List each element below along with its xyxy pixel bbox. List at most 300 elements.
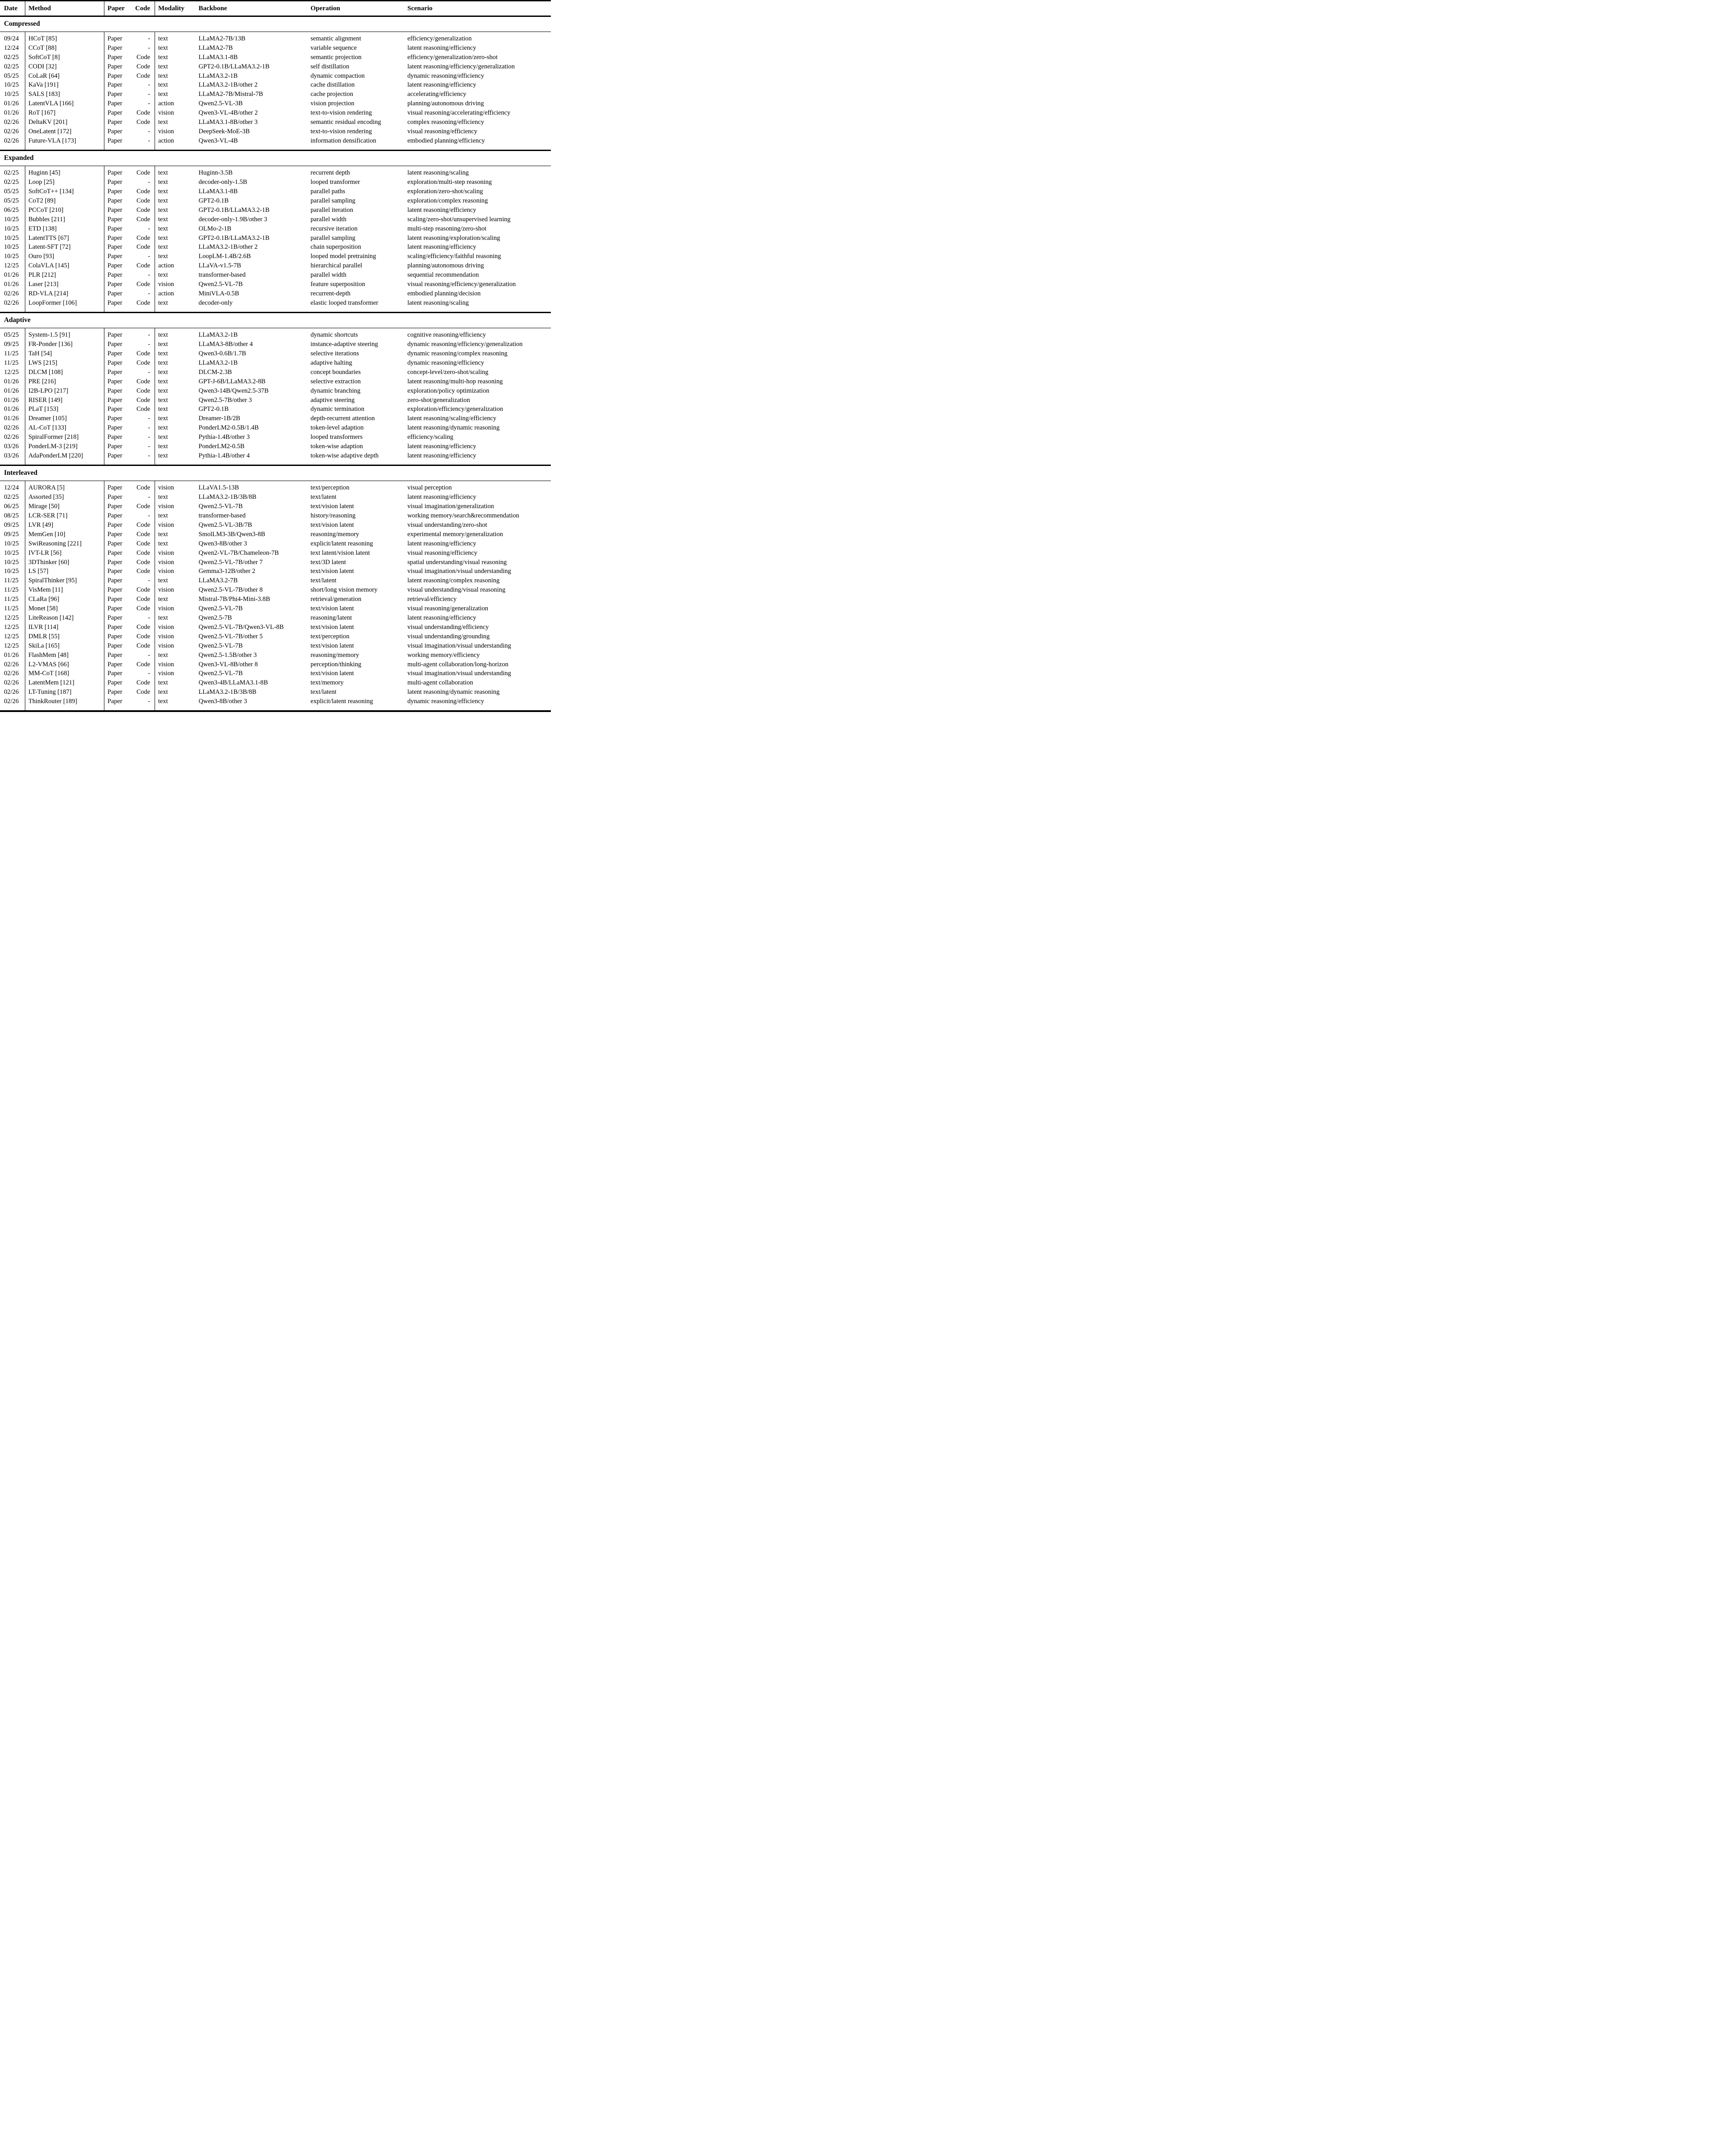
modality-cell: vision xyxy=(155,586,195,595)
paper-link[interactable]: Paper xyxy=(104,595,131,604)
paper-link[interactable]: Paper xyxy=(104,660,131,669)
code-link[interactable]: Code xyxy=(136,521,150,529)
paper-link[interactable]: Paper xyxy=(104,215,131,224)
operation-cell: cache projection xyxy=(311,91,354,98)
table-body xyxy=(0,16,551,711)
method-cell: SoftCoT++ [134] xyxy=(25,187,104,196)
backbone-cell: GPT2-0.1B/LLaMA3.2-1B xyxy=(199,206,270,214)
paper-link[interactable]: Paper xyxy=(104,697,131,710)
paper-link[interactable]: Paper xyxy=(104,493,131,502)
paper-link[interactable]: Paper xyxy=(104,108,131,118)
method-cell: LoopFormer [106] xyxy=(25,298,104,312)
operation-cell: reasoning/latent xyxy=(311,614,352,622)
method-cell: Monet [58] xyxy=(25,604,104,613)
code-link: - xyxy=(148,100,150,107)
method-cell: MM-CoT [168] xyxy=(25,669,104,679)
operation-cell: dynamic shortcuts xyxy=(311,331,358,339)
paper-link[interactable]: Paper xyxy=(104,481,131,493)
code-link[interactable]: Code xyxy=(136,63,150,70)
code-link[interactable]: Code xyxy=(136,605,150,613)
operation-cell: token-level adaption xyxy=(311,424,364,432)
paper-link[interactable]: Paper xyxy=(104,396,131,405)
paper-link[interactable]: Paper xyxy=(104,405,131,414)
paper-link[interactable]: Paper xyxy=(104,641,131,651)
paper-link[interactable]: Paper xyxy=(104,424,131,433)
code-link[interactable]: Code xyxy=(136,530,150,538)
operation-cell: text/memory xyxy=(311,679,344,687)
table-row xyxy=(0,328,551,340)
operation-cell: information densification xyxy=(311,137,376,144)
operation-cell: reasoning/memory xyxy=(311,651,359,659)
code-link[interactable]: Code xyxy=(136,169,150,177)
modality-cell: vision xyxy=(155,108,195,118)
code-link[interactable]: Code xyxy=(136,406,150,413)
table-row xyxy=(0,530,551,539)
scenario-cell: visual reasoning/efficiency/generalization xyxy=(407,281,516,288)
code-link: - xyxy=(148,331,150,339)
date-cell: 10/25 xyxy=(4,558,19,566)
code-link[interactable]: Code xyxy=(136,503,150,510)
section-rows xyxy=(0,481,551,710)
paper-link[interactable]: Paper xyxy=(104,451,131,465)
date-cell: 12/24 xyxy=(4,484,19,492)
date-cell: 11/25 xyxy=(4,359,19,366)
code-link[interactable]: Code xyxy=(136,215,150,223)
operation-cell: parallel sampling xyxy=(311,197,355,204)
code-link[interactable]: Code xyxy=(136,119,150,126)
code-link[interactable]: Code xyxy=(136,188,150,195)
operation-cell: text-to-vision rendering xyxy=(311,109,372,117)
paper-link[interactable]: Paper xyxy=(104,521,131,530)
scenario-cell: planning/autonomous driving xyxy=(407,262,484,270)
table-row xyxy=(0,270,551,280)
date-cell: 05/25 xyxy=(4,188,19,195)
scenario-cell: scaling/zero-shot/unsupervised learning xyxy=(407,215,511,223)
date-cell: 12/25 xyxy=(4,614,19,622)
code-link[interactable]: Code xyxy=(136,53,150,61)
modality-cell: text xyxy=(155,270,195,280)
scenario-cell: planning/autonomous driving xyxy=(407,100,484,107)
backbone-cell: PonderLM2-0.5B/1.4B xyxy=(199,424,259,432)
code-link[interactable]: Code xyxy=(136,642,150,649)
backbone-cell: Qwen3-8B/other 3 xyxy=(199,540,247,547)
paper-link[interactable]: Paper xyxy=(104,502,131,511)
operation-cell: chain superposition xyxy=(311,243,361,251)
table-row xyxy=(0,32,551,44)
scenario-cell: latent reasoning/dynamic reasoning xyxy=(407,424,500,432)
operation-cell: semantic residual encoding xyxy=(311,119,381,126)
table-row xyxy=(0,215,551,224)
modality-cell: text xyxy=(155,32,195,44)
code-link[interactable]: Code xyxy=(136,396,150,404)
backbone-cell: Qwen3-14B/Qwen2.5-37B xyxy=(199,387,269,394)
date-cell: 01/26 xyxy=(4,396,19,404)
date-cell: 08/25 xyxy=(4,512,19,520)
table-row xyxy=(0,502,551,511)
method-cell: ColaVLA [145] xyxy=(25,262,104,271)
paper-link[interactable]: Paper xyxy=(104,178,131,187)
operation-cell: explicit/latent reasoning xyxy=(311,540,373,547)
operation-cell: depth-recurrent attention xyxy=(311,415,375,422)
method-cell: LiteReason [142] xyxy=(25,613,104,623)
modality-cell: text xyxy=(155,651,195,660)
backbone-cell: LLaMA3.1-8B xyxy=(199,53,238,61)
date-cell: 12/25 xyxy=(4,632,19,640)
paper-link[interactable]: Paper xyxy=(104,414,131,424)
paper-link[interactable]: Paper xyxy=(104,270,131,280)
code-link: - xyxy=(148,137,150,144)
paper-link[interactable]: Paper xyxy=(104,669,131,679)
backbone-cell: decoder-only-1.9B/other 3 xyxy=(199,215,267,223)
paper-link[interactable]: Paper xyxy=(104,386,131,396)
method-cell: LVR [49] xyxy=(25,521,104,530)
method-cell: TaH [54] xyxy=(25,349,104,358)
table-row xyxy=(0,377,551,386)
paper-link[interactable]: Paper xyxy=(104,586,131,595)
scenario-cell: visual imagination/visual understanding xyxy=(407,642,511,649)
paper-link[interactable]: Paper xyxy=(104,136,131,150)
code-link[interactable]: Code xyxy=(136,540,150,547)
table-row xyxy=(0,539,551,549)
modality-cell: vision xyxy=(155,280,195,289)
date-cell: 12/25 xyxy=(4,262,19,270)
scenario-cell: visual imagination/visual understanding xyxy=(407,568,511,575)
date-cell: 11/25 xyxy=(4,586,19,594)
operation-cell: semantic projection xyxy=(311,53,362,61)
operation-cell: selective iterations xyxy=(311,350,359,358)
table-row xyxy=(0,396,551,405)
paper-link[interactable]: Paper xyxy=(104,166,131,178)
code-link[interactable]: Code xyxy=(136,299,150,306)
date-cell: 02/26 xyxy=(4,128,19,135)
code-link: - xyxy=(148,44,150,52)
paper-link[interactable]: Paper xyxy=(104,604,131,613)
paper-link[interactable]: Paper xyxy=(104,358,131,368)
paper-link[interactable]: Paper xyxy=(104,81,131,90)
backbone-cell: LLaMA3.2-1B xyxy=(199,72,238,80)
backbone-cell: PonderLM2-0.5B xyxy=(199,443,245,450)
modality-cell: action xyxy=(155,99,195,109)
method-cell: System-1.5 [91] xyxy=(25,328,104,340)
paper-link[interactable]: Paper xyxy=(104,262,131,271)
paper-link[interactable]: Paper xyxy=(104,187,131,196)
section-header: Compressed xyxy=(4,20,40,28)
code-link[interactable]: Code xyxy=(136,558,150,566)
operation-cell: recurrent-depth xyxy=(311,290,351,298)
table-row xyxy=(0,442,551,451)
scenario-cell: exploration/efficiency/generalization xyxy=(407,406,503,413)
date-cell: 02/26 xyxy=(4,679,19,687)
operation-cell: retrieval/generation xyxy=(311,596,362,603)
table-row xyxy=(0,289,551,298)
code-link[interactable]: Code xyxy=(136,197,150,204)
date-cell: 02/25 xyxy=(4,53,19,61)
modality-cell: text xyxy=(155,118,195,127)
operation-cell: adaptive halting xyxy=(311,359,352,366)
table-row xyxy=(0,224,551,234)
paper-link[interactable]: Paper xyxy=(104,234,131,243)
scenario-cell: visual understanding/zero-shot xyxy=(407,521,487,529)
modality-cell: text xyxy=(155,539,195,549)
paper-link[interactable]: Paper xyxy=(104,613,131,623)
paper-link[interactable]: Paper xyxy=(104,252,131,262)
code-link: - xyxy=(148,128,150,135)
paper-link[interactable]: Paper xyxy=(104,196,131,206)
backbone-cell: DeepSeek-MoE-3B xyxy=(199,128,250,135)
code-link[interactable]: Code xyxy=(136,688,150,696)
backbone-cell: MiniVLA-0.5B xyxy=(199,290,239,298)
backbone-cell: LLaVA-v1.5-7B xyxy=(199,262,241,270)
backbone-cell: GPT2-0.1B xyxy=(199,406,229,413)
modality-cell: text xyxy=(155,234,195,243)
paper-link[interactable]: Paper xyxy=(104,44,131,53)
method-cell: AL-CoT [133] xyxy=(25,424,104,433)
operation-cell: text/vision latent xyxy=(311,605,354,613)
table-row xyxy=(0,669,551,679)
paper-link[interactable]: Paper xyxy=(104,433,131,442)
paper-link[interactable]: Paper xyxy=(104,530,131,539)
section-header: Interleaved xyxy=(4,469,38,477)
paper-link[interactable]: Paper xyxy=(104,280,131,289)
paper-link[interactable]: Paper xyxy=(104,377,131,386)
backbone-cell: Qwen2.5-VL-7B xyxy=(199,503,243,510)
col-header-operation: Operation xyxy=(311,4,340,12)
method-cell: PonderLM-3 [219] xyxy=(25,442,104,451)
date-cell: 01/26 xyxy=(4,406,19,413)
code-link[interactable]: Code xyxy=(136,350,150,358)
code-link[interactable]: Code xyxy=(136,378,150,385)
paper-link[interactable]: Paper xyxy=(104,549,131,558)
paper-link[interactable]: Paper xyxy=(104,651,131,660)
paper-link[interactable]: Paper xyxy=(104,679,131,688)
backbone-cell: SmolLM3-3B/Qwen3-8B xyxy=(199,530,265,538)
date-cell: 02/26 xyxy=(4,670,19,677)
date-cell: 05/25 xyxy=(4,197,19,204)
scenario-cell: working memory/efficiency xyxy=(407,651,480,659)
code-link[interactable]: Code xyxy=(136,206,150,214)
paper-link[interactable]: Paper xyxy=(104,688,131,697)
col-header-method: Method xyxy=(25,1,104,16)
section-header: Adaptive xyxy=(4,316,31,324)
paper-link[interactable]: Paper xyxy=(104,90,131,99)
code-link[interactable]: Code xyxy=(136,568,150,575)
paper-link[interactable]: Paper xyxy=(104,632,131,641)
code-link[interactable]: Code xyxy=(136,660,150,668)
date-cell: 11/25 xyxy=(4,605,19,613)
modality-cell: text xyxy=(155,405,195,414)
backbone-cell: Qwen2.5-VL-7B xyxy=(199,605,243,613)
code-link[interactable]: Code xyxy=(136,596,150,603)
date-cell: 10/25 xyxy=(4,81,19,89)
method-cell: AdaPonderLM [220] xyxy=(25,451,104,465)
col-header-paper: Paper xyxy=(104,1,131,16)
operation-cell: instance-adaptive steering xyxy=(311,341,378,348)
paper-link[interactable]: Paper xyxy=(104,99,131,109)
scenario-cell: efficiency/generalization/zero-shot xyxy=(407,53,498,61)
operation-cell: cache distillation xyxy=(311,81,355,89)
code-link[interactable]: Code xyxy=(136,679,150,687)
table-row xyxy=(0,358,551,368)
backbone-cell: LLaMA3.2-1B xyxy=(199,331,238,339)
backbone-cell: Qwen2.5-VL-7B xyxy=(199,281,243,288)
operation-cell: parallel iteration xyxy=(311,206,354,214)
table-row xyxy=(0,72,551,81)
operation-cell: feature superposition xyxy=(311,281,365,288)
operation-cell: semantic alignment xyxy=(311,35,361,42)
code-link[interactable]: Code xyxy=(136,109,150,117)
modality-cell: text xyxy=(155,358,195,368)
date-cell: 06/25 xyxy=(4,206,19,214)
date-cell: 10/25 xyxy=(4,225,19,232)
code-link[interactable]: Code xyxy=(136,281,150,288)
scenario-cell: complex reasoning/efficiency xyxy=(407,119,484,126)
code-link[interactable]: Code xyxy=(136,387,150,394)
scenario-cell: visual imagination/generalization xyxy=(407,503,494,510)
operation-cell: vision projection xyxy=(311,100,355,107)
scenario-cell: latent reasoning/multi-hop reasoning xyxy=(407,378,503,385)
code-link[interactable]: Code xyxy=(136,549,150,557)
code-link: - xyxy=(148,271,150,279)
paper-link[interactable]: Paper xyxy=(104,127,131,136)
modality-cell: text xyxy=(155,187,195,196)
backbone-cell: Pythia-1.4B/other 4 xyxy=(199,452,250,460)
method-cell: SALS [183] xyxy=(25,90,104,99)
method-cell: CoLaR [64] xyxy=(25,72,104,81)
paper-link[interactable]: Paper xyxy=(104,349,131,358)
operation-cell: explicit/latent reasoning xyxy=(311,698,373,705)
paper-link[interactable]: Paper xyxy=(104,567,131,577)
backbone-cell: LLaMA3.2-7B xyxy=(199,577,238,585)
code-link[interactable]: Code xyxy=(136,234,150,242)
scenario-cell: spatial understanding/visual reasoning xyxy=(407,558,507,566)
paper-link[interactable]: Paper xyxy=(104,62,131,72)
paper-link[interactable]: Paper xyxy=(104,289,131,298)
method-cell: LWS [215] xyxy=(25,358,104,368)
modality-cell: text xyxy=(155,44,195,53)
modality-cell: vision xyxy=(155,641,195,651)
scenario-cell: exploration/policy optimization xyxy=(407,387,490,394)
paper-link[interactable]: Paper xyxy=(104,623,131,632)
paper-link[interactable]: Paper xyxy=(104,224,131,234)
date-cell: 09/25 xyxy=(4,530,19,538)
code-link[interactable]: Code xyxy=(136,359,150,366)
paper-link[interactable]: Paper xyxy=(104,72,131,81)
modality-cell: vision xyxy=(155,567,195,577)
code-link: - xyxy=(148,179,150,186)
scenario-cell: visual understanding/visual reasoning xyxy=(407,586,506,594)
backbone-cell: Qwen2.5-VL-7B/other 7 xyxy=(199,558,263,566)
table-row xyxy=(0,62,551,72)
table-row xyxy=(0,586,551,595)
code-link: - xyxy=(148,81,150,89)
method-cell: LS [57] xyxy=(25,567,104,577)
operation-cell: concept boundaries xyxy=(311,368,361,376)
table-header-row xyxy=(0,1,551,16)
table-row xyxy=(0,424,551,433)
modality-cell: text xyxy=(155,530,195,539)
code-link[interactable]: Code xyxy=(136,586,150,594)
paper-link[interactable]: Paper xyxy=(104,298,131,312)
paper-link[interactable]: Paper xyxy=(104,539,131,549)
section-rows xyxy=(0,166,551,312)
date-cell: 01/26 xyxy=(4,281,19,288)
backbone-cell: Qwen2.5-1.5B/other 3 xyxy=(199,651,257,659)
paper-link[interactable]: Paper xyxy=(104,118,131,127)
table-row xyxy=(0,641,551,651)
code-link[interactable]: Code xyxy=(136,484,150,492)
scenario-cell: exploration/multi-step reasoning xyxy=(407,179,492,186)
table-row xyxy=(0,451,551,465)
paper-link[interactable]: Paper xyxy=(104,577,131,586)
paper-link[interactable]: Paper xyxy=(104,442,131,451)
modality-cell: text xyxy=(155,451,195,465)
paper-link[interactable]: Paper xyxy=(104,32,131,44)
code-link[interactable]: Code xyxy=(136,262,150,270)
date-cell: 11/25 xyxy=(4,577,19,585)
modality-cell: text xyxy=(155,252,195,262)
scenario-cell: visual perception xyxy=(407,484,452,492)
operation-cell: text/perception xyxy=(311,484,350,492)
code-link[interactable]: Code xyxy=(136,72,150,80)
operation-cell: text/latent xyxy=(311,577,337,585)
method-cell: Assorted [35] xyxy=(25,493,104,502)
date-cell: 01/26 xyxy=(4,415,19,422)
backbone-cell: GPT-J-6B/LLaMA3.2-8B xyxy=(199,378,266,385)
code-link[interactable]: Code xyxy=(136,632,150,640)
operation-cell: text/3D latent xyxy=(311,558,346,566)
table-section xyxy=(0,16,551,150)
scenario-cell: visual reasoning/accelerating/efficiency xyxy=(407,109,510,117)
backbone-cell: Qwen3-4B/LLaMA3.1-8B xyxy=(199,679,268,687)
paper-link[interactable]: Paper xyxy=(104,368,131,377)
method-cell: Huginn [45] xyxy=(25,166,104,178)
code-link[interactable]: Code xyxy=(136,243,150,251)
operation-cell: selective extraction xyxy=(311,378,361,385)
date-cell: 03/26 xyxy=(4,443,19,450)
date-cell: 02/26 xyxy=(4,660,19,668)
date-cell: 02/25 xyxy=(4,493,19,501)
table-row xyxy=(0,405,551,414)
date-cell: 02/26 xyxy=(4,137,19,144)
table-row xyxy=(0,623,551,632)
paper-link[interactable]: Paper xyxy=(104,558,131,567)
paper-link[interactable]: Paper xyxy=(104,328,131,340)
backbone-cell: LLaMA3.1-8B/other 3 xyxy=(199,119,258,126)
backbone-cell: LLaMA2-7B/13B xyxy=(199,35,246,42)
paper-link[interactable]: Paper xyxy=(104,511,131,521)
scenario-cell: exploration/zero-shot/scaling xyxy=(407,188,483,195)
date-cell: 02/26 xyxy=(4,290,19,298)
code-link: - xyxy=(148,670,150,677)
table-row xyxy=(0,577,551,586)
table-row xyxy=(0,90,551,99)
method-cell: SwiReasoning [221] xyxy=(25,539,104,549)
modality-cell: text xyxy=(155,595,195,604)
paper-link[interactable]: Paper xyxy=(104,53,131,62)
method-cell: LatentTTS [67] xyxy=(25,234,104,243)
backbone-cell: Qwen3-VL-4B xyxy=(199,137,238,144)
table-row xyxy=(0,679,551,688)
code-link[interactable]: Code xyxy=(136,623,150,631)
paper-link[interactable]: Paper xyxy=(104,206,131,215)
rule xyxy=(0,710,551,712)
date-cell: 12/25 xyxy=(4,623,19,631)
modality-cell: vision xyxy=(155,660,195,669)
backbone-cell: transformer-based xyxy=(199,271,246,279)
table-row xyxy=(0,567,551,577)
paper-link[interactable]: Paper xyxy=(104,340,131,349)
paper-link[interactable]: Paper xyxy=(104,243,131,252)
